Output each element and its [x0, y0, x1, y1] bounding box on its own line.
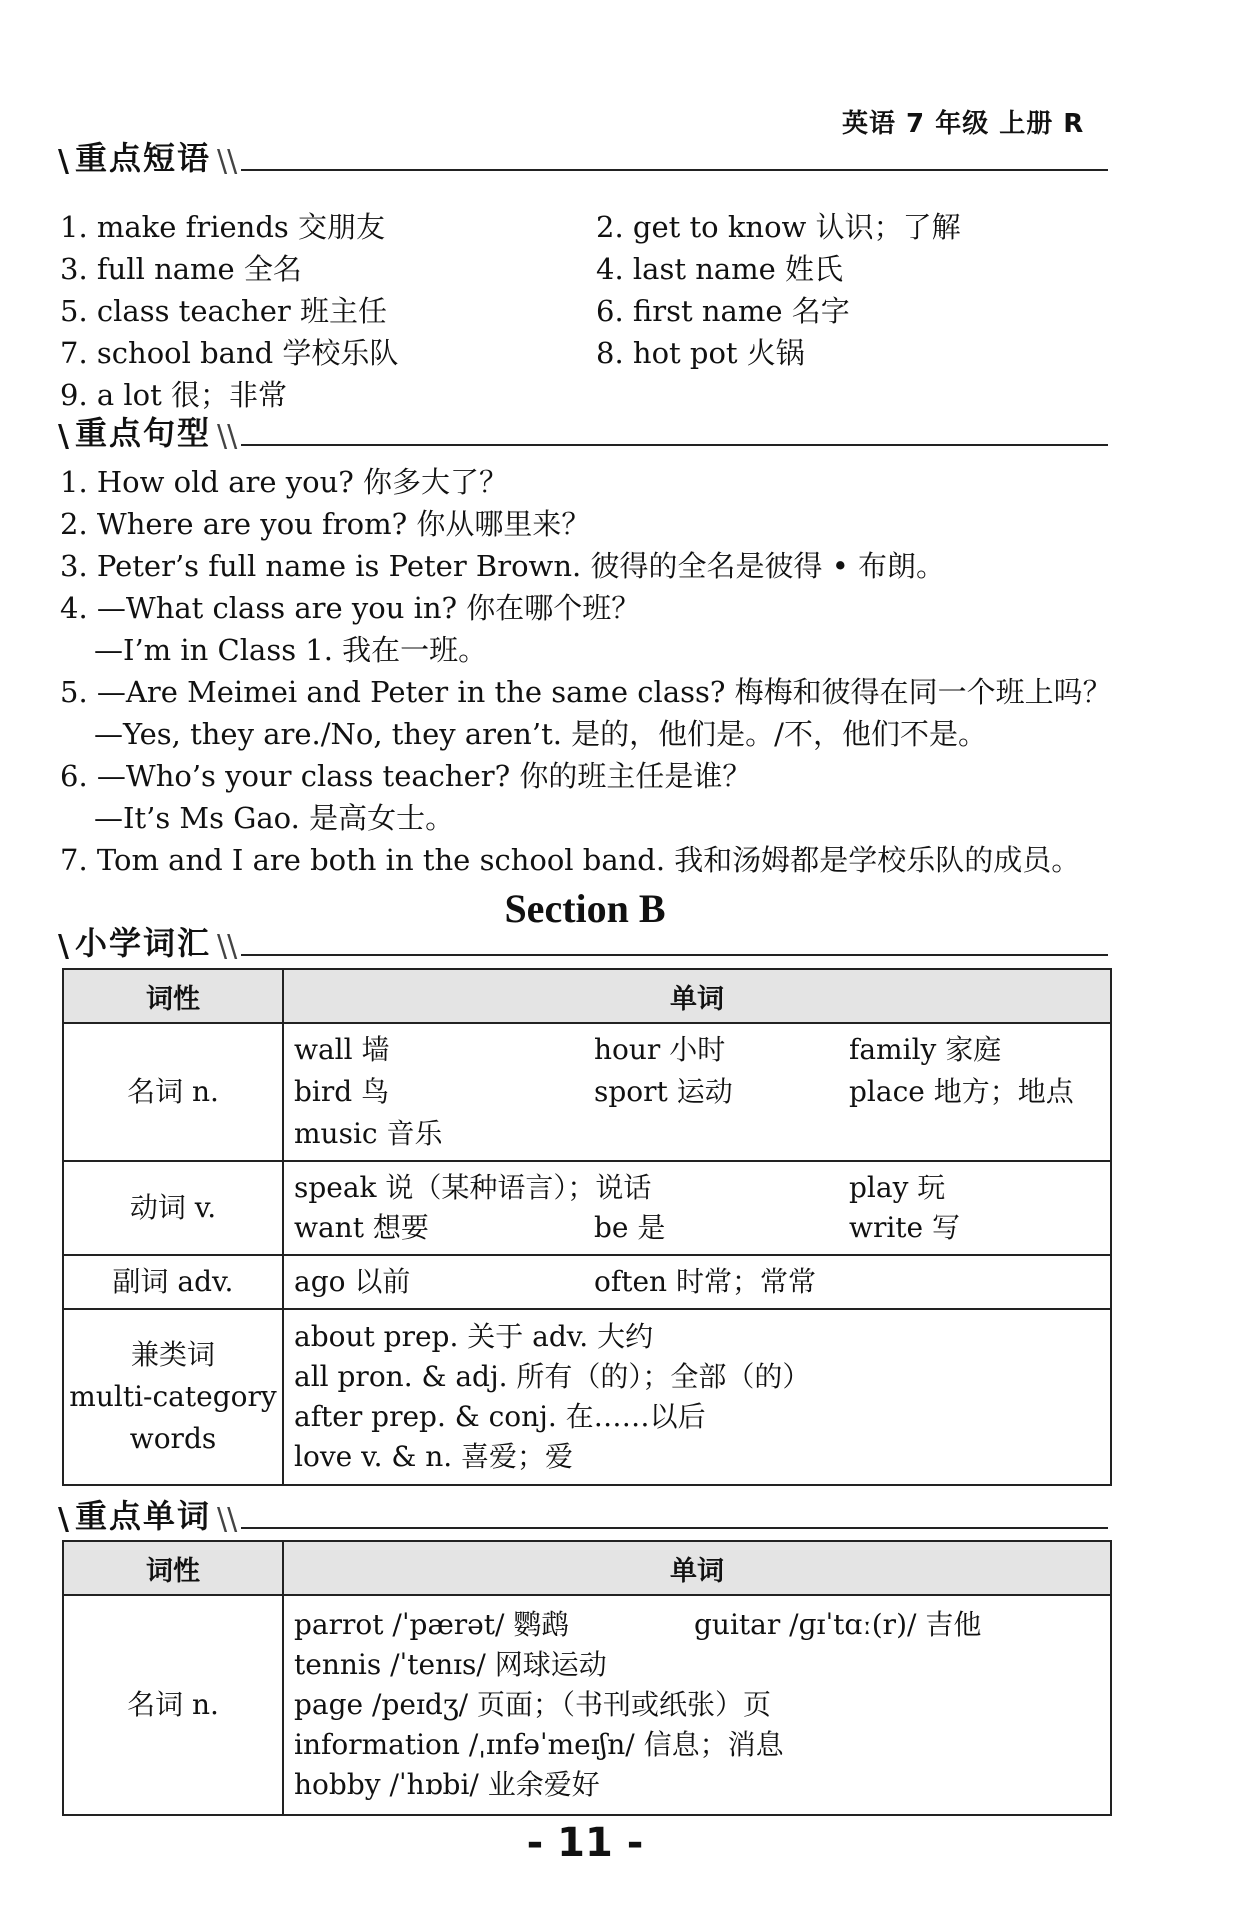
word-entry: hobby /ˈhɒbi/ 业余爱好	[294, 1768, 600, 1801]
pos-cell: 副词 adv.	[63, 1255, 283, 1309]
sentence-item: 4. —What class are you in? 你在哪个班？	[60, 591, 641, 625]
word-entry: about prep. 关于 adv. 大约	[294, 1320, 654, 1353]
pos-label: words	[129, 1422, 217, 1455]
sentence-item: 5. —Are Meimei and Peter in the same class? 梅梅和彼得在同一个班上吗？	[60, 675, 1112, 709]
key-words-table	[62, 1540, 1112, 1816]
word-entry: all pron. & adj. 所有（的）；全部（的）	[294, 1360, 811, 1393]
word-entry: hour 小时	[594, 1033, 726, 1066]
phrases-title: 重点短语	[74, 139, 211, 177]
word-entry: speak 说（某种语言）；说话	[294, 1171, 652, 1204]
word-entry: wall 墙	[294, 1033, 390, 1066]
word-entry: sport 运动	[594, 1075, 733, 1108]
title-rule	[241, 953, 1108, 956]
sentence-item: —It’s Ms Gao. 是高女士。	[94, 801, 455, 835]
column-header-pos: 词性	[63, 969, 283, 1023]
phrase-item: 1. make friends 交朋友	[60, 210, 386, 244]
primary-vocab-section-title: \ 小学词汇 \\	[58, 920, 1108, 964]
phrases-section-title: \ 重点短语 \\	[58, 135, 1108, 179]
words-cell	[283, 1161, 1111, 1255]
sentence-item: 6. —Who’s your class teacher? 你的班主任是谁？	[60, 759, 752, 793]
key-words-section-title: \ 重点单词 \\	[58, 1493, 1108, 1537]
pos-label: multi-category	[69, 1380, 277, 1413]
word-entry: place 地方；地点	[849, 1075, 1074, 1108]
word-entry: family 家庭	[849, 1033, 1002, 1066]
pos-cell: 名词 n.	[63, 1023, 283, 1161]
sentence-item: 3. Peter’s full name is Peter Brown. 彼得的全名是彼得 • 布朗。	[60, 549, 946, 583]
sentence-item: 1. How old are you? 你多大了？	[60, 465, 509, 499]
word-entry: write 写	[849, 1211, 961, 1244]
column-header-pos: 词性	[63, 1541, 283, 1595]
sentence-item: —I’m in Class 1. 我在一班。	[94, 633, 488, 667]
book-header: 英语 7 年级 上册 R	[842, 109, 1085, 139]
word-entry: love v. & n. 喜爱；爱	[294, 1440, 574, 1473]
words-cell	[283, 1023, 1111, 1161]
sentence-item: 2. Where are you from? 你从哪里来？	[60, 507, 591, 541]
words-cell	[283, 1309, 1111, 1485]
phrase-item: 8. hot pot 火锅	[596, 336, 805, 370]
pos-cell	[63, 1309, 283, 1485]
primary-vocab-title: 小学词汇	[74, 924, 211, 962]
phrase-item: 6. first name 名字	[596, 294, 850, 328]
column-header-words: 单词	[283, 1541, 1111, 1595]
phrase-item: 7. school band 学校乐队	[60, 336, 399, 370]
pos-label: 兼类词	[130, 1338, 215, 1371]
sentences-section-title: \ 重点句型 \\	[58, 410, 1108, 454]
column-header-words: 单词	[283, 969, 1111, 1023]
word-entry: music 音乐	[294, 1117, 443, 1150]
word-entry: page /peɪdʒ/ 页面；（书刊或纸张）页	[294, 1688, 771, 1721]
word-entry: parrot /ˈpærət/ 鹦鹉	[294, 1608, 570, 1641]
word-entry: ago 以前	[294, 1265, 411, 1298]
pos-cell: 名词 n.	[63, 1595, 283, 1815]
word-entry: want 想要	[294, 1211, 429, 1244]
pos-cell: 动词 v.	[63, 1161, 283, 1255]
words-cell	[283, 1255, 1111, 1309]
word-entry: tennis /ˈtenɪs/ 网球运动	[294, 1648, 607, 1681]
word-entry: play 玩	[849, 1171, 946, 1204]
words-cell	[283, 1595, 1111, 1815]
phrase-item: 4. last name 姓氏	[596, 252, 844, 286]
phrase-item: 3. full name 全名	[60, 252, 302, 286]
word-entry: be 是	[594, 1211, 666, 1244]
key-words-title: 重点单词	[74, 1497, 211, 1535]
title-rule	[241, 168, 1108, 171]
word-entry: bird 鸟	[294, 1075, 390, 1108]
phrase-item: 2. get to know 认识；了解	[596, 210, 961, 244]
word-entry: often 时常；常常	[594, 1265, 816, 1298]
page-number: - 11 -	[526, 1820, 644, 1866]
sentences-title: 重点句型	[74, 414, 211, 452]
sentence-item: 7. Tom and I are both in the school band. 我和汤姆都是学校乐队的成员。	[60, 843, 1081, 877]
title-rule	[241, 443, 1108, 446]
phrase-item: 9. a lot 很；非常	[60, 378, 288, 412]
word-entry: information /ˌɪnfəˈmeɪʃn/ 信息；消息	[294, 1728, 784, 1761]
word-entry: after prep. & conj. 在……以后	[294, 1400, 706, 1433]
sentence-item: —Yes, they are./No, they aren’t. 是的，他们是。/不，他们不是。	[94, 717, 987, 751]
primary-vocab-table	[62, 968, 1112, 1486]
title-rule	[241, 1526, 1108, 1529]
phrase-item: 5. class teacher 班主任	[60, 294, 387, 328]
word-entry: guitar /ɡɪˈtɑː(r)/ 吉他	[694, 1608, 982, 1641]
section-heading: Section B	[504, 886, 666, 931]
